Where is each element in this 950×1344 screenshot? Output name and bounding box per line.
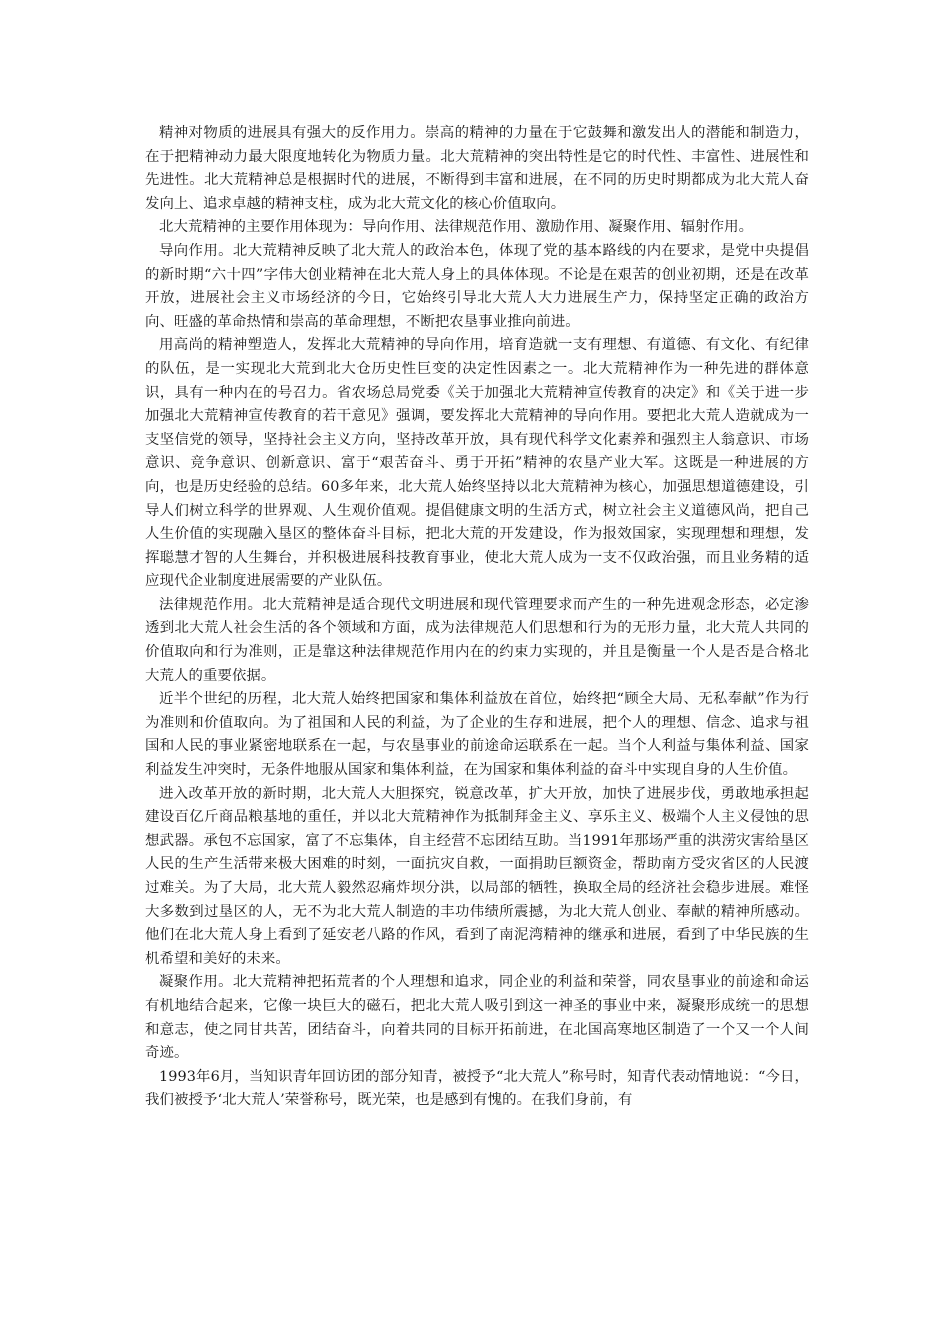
paragraph-2: 北大荒精神的主要作用体现为：导向作用、法律规范作用、激励作用、凝聚作用、辐射作用。 [159, 219, 754, 236]
paragraph-8: 凝聚作用。北大荒精神把拓荒者的个人理想和追求，同企业的利益和荣誉，同农垦事业的前途和命运有机地结合起来，它像一块巨大的磁石，把北大荒人吸引到这一神圣的事业中来，凝聚形成统一的思想和意志，使之同甘共苦，团结奋斗，向着共同的目标开拓前进，在北国高寒地区制造了一个又一个人间奇迹。 [145, 974, 809, 1062]
paragraph-3: 导向作用。北大荒精神反映了北大荒人的政治本色，体现了党的基本路线的内在要求，是党中央提倡的新时期“六十四”字伟大创业精神在北大荒人身上的具体体现。不论是在艰苦的创业初期，还是在改革开放，进展社会主义市场经济的今日，它始终引导北大荒人大力进展生产力，保持坚定正确的政治方向、旺盛的革命热情和崇高的革命理想，不断把农垦事业推向前进。 [145, 242, 809, 330]
document-page [145, 122, 809, 1113]
paragraph-4: 用高尚的精神塑造人，发挥北大荒精神的导向作用，培育造就一支有理想、有道德、有文化、有纪律的队伍，是一实现北大荒到北大仓历史性巨变的决定性因素之一。北大荒精神作为一种先进的群体意识，具有一种内在的号召力。省农场总局党委《关于加强北大荒精神宣传教育的决定》和《关于进一步加强北大荒精神宣传教育的若干意见》强调，要发挥北大荒精神的导向作用。要把北大荒人造就成为一支坚信党的领导，坚持社会主义方向，坚持改革开放，具有现代科学文化素养和强烈主人翁意识、市场意识、竞争意识、创新意识、富于“艰苦奋斗、勇于开拓”精神的农垦产业大军。这既是一种进展的方向，也是历史经验的总结。60多年来，北大荒人始终坚持以北大荒精神为核心，加强思想道德建设，引导人们树立科学的世界观、人生观价值观。提倡健康文明的生活方式，树立社会主义道德风尚，把自己人生价值的实现融入垦区的整体奋斗目标，把北大荒的开发建设，作为报效国家，实现理想和理想，发挥聪慧才智的人生舞台，并积极进展科技教育事业，使北大荒人成为一支不仅政治强，而且业务精的适应现代企业制度进展需要的产业队伍。 [145, 337, 809, 590]
paragraph-1: 精神对物质的进展具有强大的反作用力。崇高的精神的力量在于它鼓舞和激发出人的潜能和制造力，在于把精神动力最大限度地转化为物质力量。北大荒精神的突出特性是它的时代性、丰富性、进展性和先进性。北大荒精神总是根据时代的进展，不断得到丰富和进展，在不同的历史时期都成为北大荒人奋发向上、追求卓越的精神支柱，成为北大荒文化的核心价值取向。 [145, 125, 809, 212]
paragraph-7: 进入改革开放的新时期，北大荒人大胆探究，锐意改革，扩大开放，加快了进展步伐，勇敢地承担起建设百亿斤商品粮基地的重任，并以北大荒精神作为抵制拜金主义、享乐主义、极端个人主义侵蚀的思想武器。承包不忘国家，富了不忘集体，自主经营不忘团结互助。当1991年那场严重的洪涝灾害给垦区人民的生产生活带来极大困难的时刻，一面抗灾自救，一面捐助巨额资金，帮助南方受灾省区的人民渡过难关。为了大局，北大荒人毅然忍痛炸坝分洪，以局部的牺牲，换取全局的经济社会稳步进展。难怪大多数到过垦区的人，无不为北大荒人制造的丰功伟绩所震撼，为北大荒人创业、奉献的精神所感动。他们在北大荒人身上看到了延安老八路的作风，看到了南泥湾精神的继承和进展，看到了中华民族的生机希望和美好的未来。 [145, 785, 809, 967]
paragraph-9: 1993年6月，当知识青年回访团的部分知青，被授予“北大荒人”称号时，知青代表动情地说：“今日，我们被授予‘北大荒人’荣誉称号，既光荣，也是感到有愧的。在我们身前，有 [145, 1068, 809, 1109]
paragraph-6: 近半个世纪的历程，北大荒人始终把国家和集体利益放在首位，始终把“顾全大局、无私奉献”作为行为准则和价值取向。为了祖国和人民的利益，为了企业的生存和进展，把个人的理想、信念、追求与祖国和人民的事业紧密地联系在一起，与农垦事业的前途命运联系在一起。当个人利益与集体利益、国家利益发生冲突时，无条件地服从国家和集体利益，在为国家和集体利益的奋斗中实现自身的人生价值。 [145, 691, 809, 779]
paragraph-5: 法律规范作用。北大荒精神是适合现代文明进展和现代管理要求而产生的一种先进观念形态，必定渗透到北大荒人社会生活的各个领域和方面，成为法律规范人们思想和行为的无形力量，北大荒人共同的价值取向和行为准则，正是靠这种法律规范作用内在的约束力实现的，并且是衡量一个人是否是合格北大荒人的重要依据。 [145, 596, 809, 684]
